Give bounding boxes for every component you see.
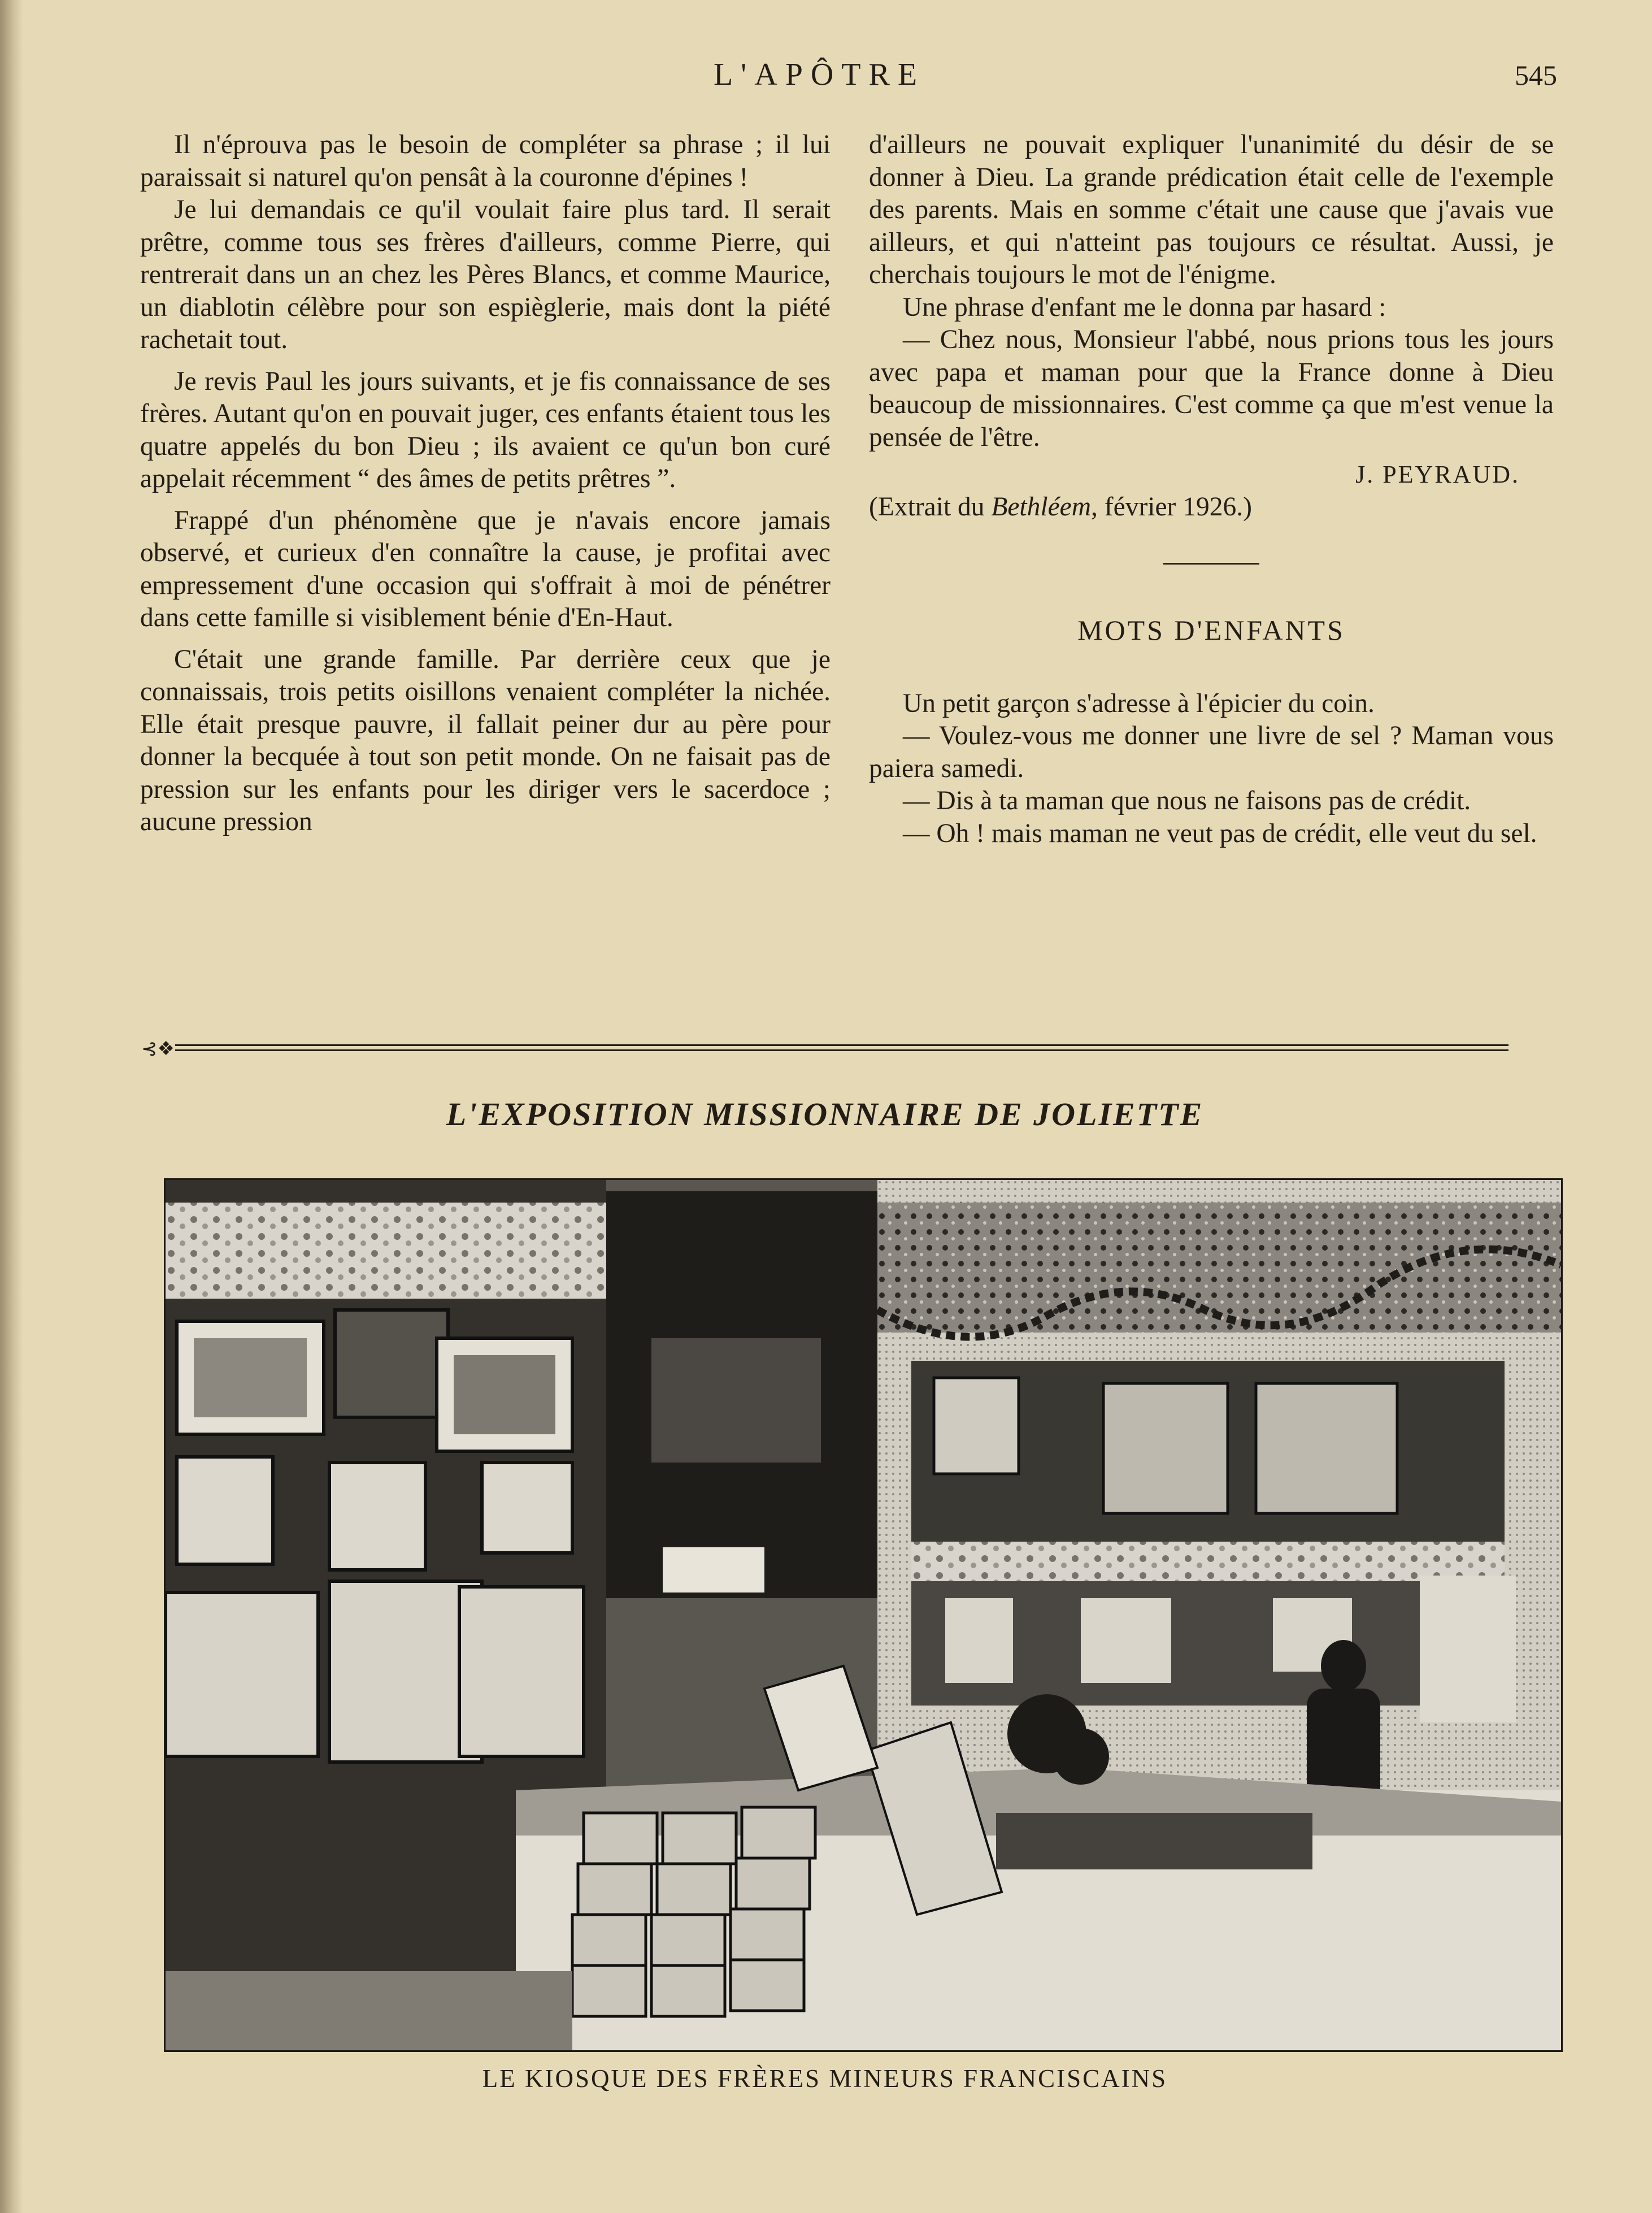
section-title: MOTS D'ENFANTS	[1077, 614, 1345, 646]
section-separator	[1163, 563, 1259, 565]
divider-line	[175, 1044, 1508, 1046]
running-title: L'APÔTRE	[713, 57, 925, 92]
photo-caption: LE KIOSQUE DES FRÈRES MINEURS FRANCISCAINS	[482, 2064, 1168, 2093]
anecdote-line: — Voulez-vous me donner une livre de sel ? Maman vous paiera samedi.	[869, 721, 1554, 783]
source-note	[869, 491, 1554, 524]
left-column	[140, 129, 831, 839]
exhibition-photo	[164, 1178, 1563, 2052]
source-suffix: , février 1926.)	[1091, 492, 1252, 522]
right-column	[869, 129, 1554, 850]
source-prefix: (Extrait du	[869, 492, 992, 522]
page-edge-shadow	[0, 0, 23, 2213]
page-number: 545	[1515, 59, 1557, 91]
paragraph: Il n'éprouva pas le besoin de compléter sa phrase ; il lui paraissait si naturel qu'on pensât à la couronne d'épines !	[140, 130, 831, 192]
divider-line	[175, 1049, 1508, 1051]
anecdote-line: — Oh ! mais maman ne veut pas de crédit, elle veut du sel.	[903, 818, 1537, 848]
ornamental-divider	[141, 1039, 1508, 1060]
source-title: Bethléem	[991, 492, 1092, 522]
paragraph: Je revis Paul les jours suivants, et je fis connaissance de ses frères. Autant qu'on en pouvait juger, ces enfants étaient tous les quatre appelés du bon Dieu ; ils avaient ce qu'un bon curé appelait récemment “ des âmes de petits prêtres ”.	[140, 366, 831, 493]
paragraph: d'ailleurs ne pouvait expliquer l'unanimité du désir de se donner à Dieu. La grande prédication était celle de l'exemple des parents. Mais en somme c'était une cause que j'avais vue ailleurs, et qui n'atteint pas toujours ce résultat. Aussi, je cherchais toujours le mot de l'énigme.	[869, 130, 1554, 289]
paragraph: — Chez nous, Monsieur l'abbé, nous prions tous les jours avec papa et maman pour que la France donne à Dieu beaucoup de missionnaires. C'est comme ça que m'est venue la pensée de l'être.	[869, 325, 1554, 452]
paragraph: Je lui demandais ce qu'il voulait faire plus tard. Il serait prêtre, comme tous ses frères d'ailleurs, comme Pierre, qui rentrerait dans un an chez les Pères Blancs, et comme Maurice, un diablotin célèbre pour son espièglerie, mais dont la piété rachetait tout.	[140, 195, 831, 354]
author-signature: J. PEYRAUD.	[1355, 461, 1520, 488]
paragraph: C'était une grande famille. Par derrière ceux que je connaissais, trois petits oisillons venaient compléter la nichée. Elle était presque pauvre, il fallait peiner dur au père pour donner la becquée à tout son petit monde. On ne faisait pas de pression sur les enfants pour les diriger vers le sacerdoce ; aucune pression	[140, 644, 831, 836]
article-heading: L'EXPOSITION MISSIONNAIRE DE JOLIETTE	[446, 1096, 1204, 1132]
paragraph: Une phrase d'enfant me le donna par hasard :	[903, 292, 1386, 322]
anecdote-line: Un petit garçon s'adresse à l'épicier du coin.	[903, 688, 1375, 718]
ornament-icon: ⊰❖	[141, 1039, 175, 1060]
anecdote-line: — Dis à ta maman que nous ne faisons pas de crédit.	[903, 786, 1471, 815]
paragraph: Frappé d'un phénomène que je n'avais encore jamais observé, et curieux d'en connaître la cause, je profitai avec empressement d'une occasion qui s'offrait à moi de pénétrer dans cette famille si visiblement bénie d'En-Haut.	[140, 505, 831, 632]
photo-illustration	[166, 1180, 1561, 2050]
